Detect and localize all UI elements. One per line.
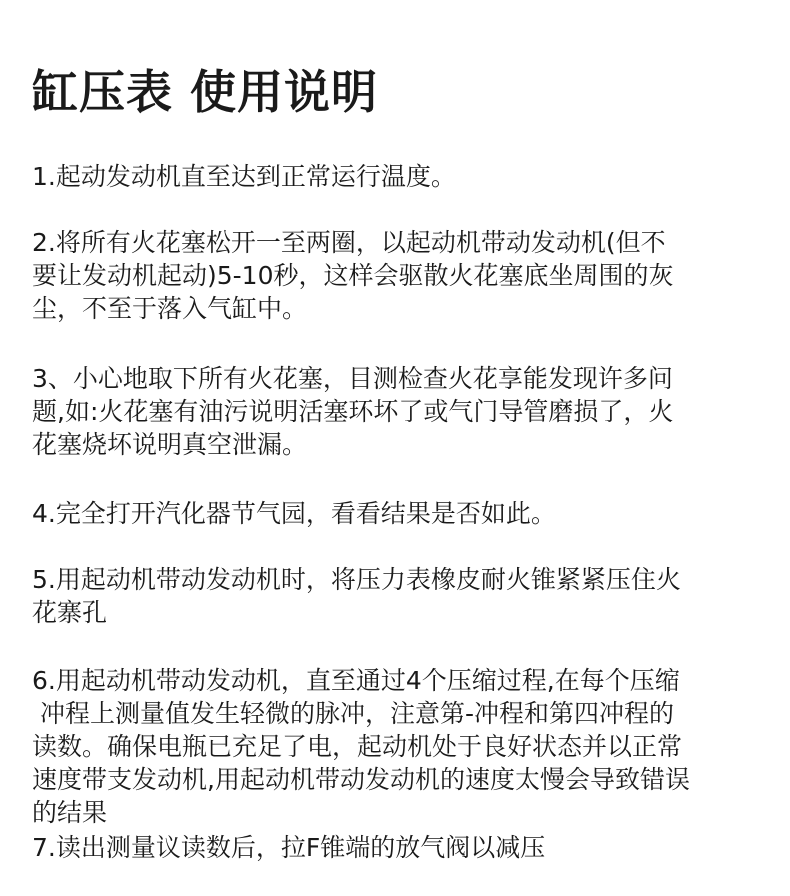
step-2-line-2: 要让发动机起动)5-10秒，这样会驱散火花塞底坐周围的灰: [32, 261, 674, 290]
step-1-line-1: 1.起动发动机直至达到正常运行温度。: [32, 162, 456, 191]
step-4: [32, 497, 772, 530]
step-5-line-1: 5.用起动机带动发动机时，将压力表橡皮耐火锥紧紧压住火: [32, 565, 681, 594]
step-4-line-1: 4.完全打开汽化器节气园，看看结果是否如此。: [32, 499, 556, 528]
step-6-line-5: 的结果: [32, 798, 108, 827]
step-3-line-2: 题,如:火花塞有油污说明活塞环坏了或气门导管磨损了，火: [32, 397, 674, 426]
page-title: 缸压表 使用说明: [32, 65, 379, 119]
step-3: [32, 362, 772, 461]
step-2-line-1: 2.将所有火花塞松开一至两圈，以起动机带动发动机(但不: [32, 228, 666, 257]
step-6-line-4: 速度带支发动机,用起动机带动发动机的速度太慢会导致错误: [32, 765, 690, 794]
step-3-line-3: 花塞烧坏说明真空泄漏。: [32, 430, 308, 459]
step-2-line-3: 尘，不至于落入气缸中。: [32, 294, 308, 323]
step-5: [32, 563, 772, 629]
step-3-line-1: 3、小心地取下所有火花塞，目测检查火花享能发现许多问: [32, 364, 673, 393]
step-7: [32, 831, 772, 864]
step-1: [32, 160, 772, 193]
step-2: [32, 226, 772, 325]
step-6: [32, 664, 772, 829]
step-6-line-3: 读数。确保电瓶已充足了电，起动机处于良好状态并以正常: [32, 732, 683, 761]
step-6-line-1: 6.用起动机带动发动机，直至通过4个压缩过程,在每个压缩: [32, 666, 680, 695]
step-7-line-1: 7.读出测量议读数后，拉F锥端的放气阀以减压: [32, 833, 546, 862]
step-6-line-2: 冲程上测量值发生轻微的脉冲，注意第-冲程和第四冲程的: [32, 699, 674, 728]
step-5-line-2: 花寨孔: [32, 598, 108, 627]
